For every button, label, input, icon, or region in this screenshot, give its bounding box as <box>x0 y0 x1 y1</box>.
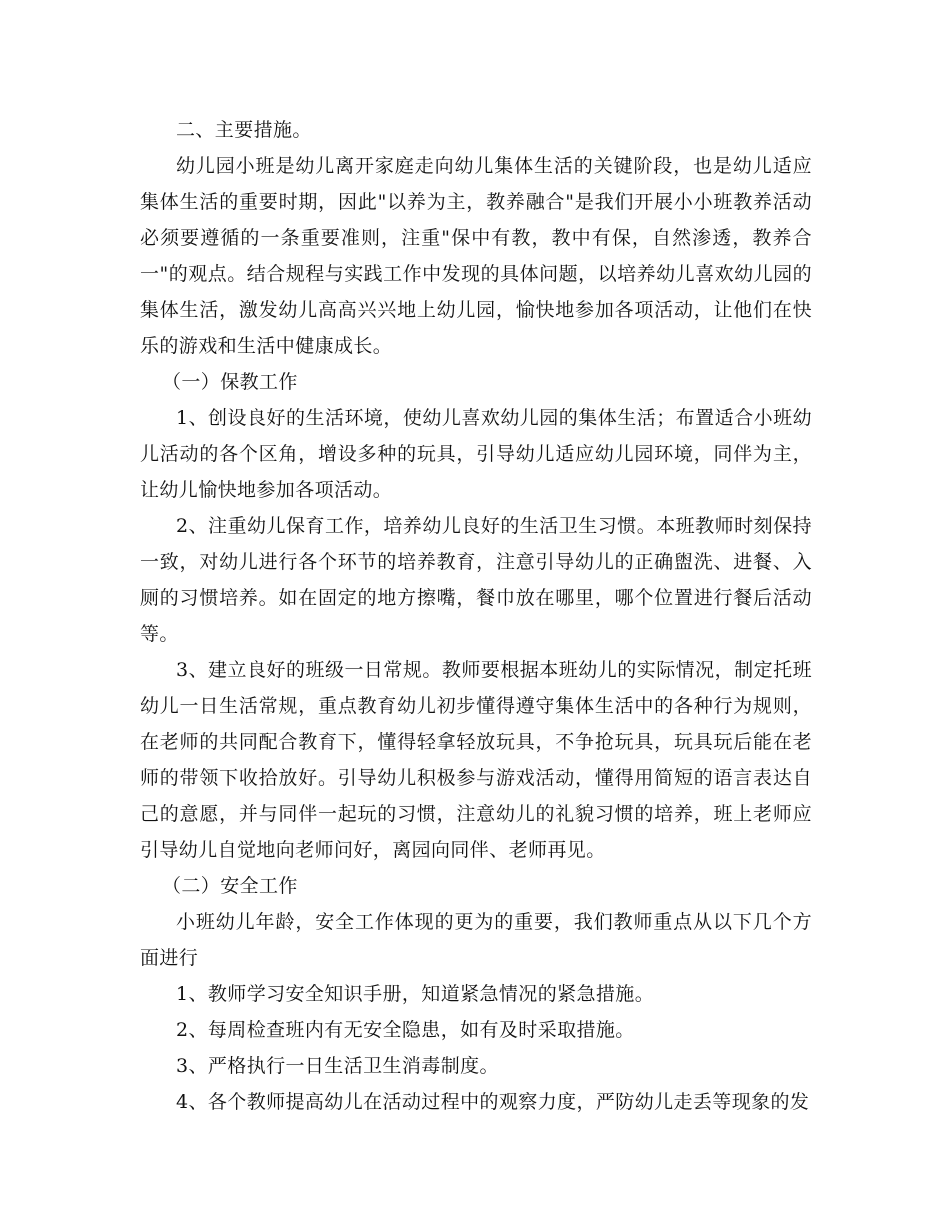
paragraph-item-2: 2、注重幼儿保育工作，培养幼儿良好的生活卫生习惯。本班教师时刻保持一致，对幼儿进行各个环节的培养教育，注意引导幼儿的正确盥洗、进餐、入厕的习惯培养。如在固定的地方擦嘴，餐巾放在哪里，哪个位置进行餐后活动等。 <box>140 515 812 645</box>
paragraph-safety-item-1: 1、教师学习安全知识手册，知道紧急情况的紧急措施。 <box>176 983 655 1005</box>
subsection-heading-safety: （二）安全工作 <box>162 875 298 897</box>
subsection-heading-care-education: （一）保教工作 <box>162 371 298 393</box>
paragraph-item-1: 1、创设良好的生活环境，使幼儿喜欢幼儿园的集体生活；布置适合小班幼儿活动的各个区角，增设多种的玩具，引导幼儿适应幼儿园环境，同伴为主，让幼儿愉快地参加各项活动。 <box>140 407 812 501</box>
paragraph-safety-item-4: 4、各个教师提高幼儿在活动过程中的观察力度，严防幼儿走丢等现象的发 <box>176 1091 810 1113</box>
paragraph-intro: 幼儿园小班是幼儿离开家庭走向幼儿集体生活的关键阶段，也是幼儿适应集体生活的重要时期，因此"以养为主，教养融合"是我们开展小小班教养活动必须要遵循的一条重要准则，注重"保中有教，教中有保，自然渗透，教养合一"的观点。结合规程与实践工作中发现的具体问题，以培养幼儿喜欢幼儿园的集体生活，激发幼儿高高兴兴地上幼儿园，愉快地参加各项活动，让他们在快乐的游戏和生活中健康成长。 <box>140 155 812 357</box>
paragraph-safety-intro: 小班幼儿年龄，安全工作体现的更为的重要，我们教师重点从以下几个方面进行 <box>140 911 812 969</box>
paragraph-item-3: 3、建立良好的班级一日常规。教师要根据本班幼儿的实际情况，制定托班幼儿一日生活常规，重点教育幼儿初步懂得遵守集体生活中的各种行为规则，在老师的共同配合教育下，懂得轻拿轻放玩具，不争抢玩具，玩具玩后能在老师的带领下收拾放好。引导幼儿积极参与游戏活动，懂得用简短的语言表达自己的意愿，并与同伴一起玩的习惯，注意幼儿的礼貌习惯的培养，班上老师应引导幼儿自觉地向老师问好，离园向同伴、老师再见。 <box>140 659 812 861</box>
document-body <box>140 112 812 1120</box>
section-heading-main-measures: 二、主要措施。 <box>176 119 312 141</box>
paragraph-safety-item-3: 3、严格执行一日生活卫生消毒制度。 <box>176 1055 499 1077</box>
paragraph-safety-item-2: 2、每周检查班内有无安全隐患，如有及时采取措施。 <box>176 1019 635 1041</box>
